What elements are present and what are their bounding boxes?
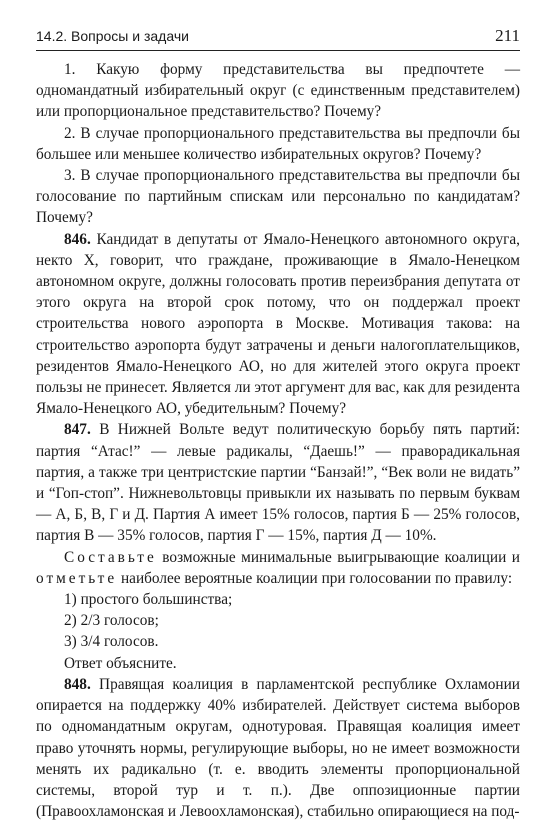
task-middle: возможные минимальные выигрывающие коалиции и — [156, 548, 520, 566]
task-end: наиболее вероятные коалиции при голосовании по правилу: — [117, 569, 513, 587]
page-number: 211 — [495, 26, 520, 45]
rule-2: 2) 2/3 голосов; — [64, 612, 159, 630]
task-word-compose: Составьте — [64, 548, 157, 566]
page-body — [36, 59, 520, 822]
problem-848 — [36, 674, 520, 822]
problem-847-text: В Нижней Вольте ведут политическую борьбу пять партий: партия “Атас!” — левые радикалы, “Даешь!” — праворадикальная партия, а также три центристские партии “Банзай!”, “Век воли не видать” и “Гоп-стоп”. Нижневольтовцы привыкли их называть по первым буквам — А, Б, В, Г и Д. Партия А имеет 15% голосов, партия Б — 25% голосов, партия В — 35% голосов, партия Г — 15%, партия Д — 10%. — [36, 421, 520, 545]
rule-3: 3) 3/4 голосов. — [64, 633, 159, 651]
problem-846 — [36, 229, 520, 420]
problem-846-text: Кандидат в депутаты от Ямало-Ненецкого автономного округа, некто X, говорит, что граждане, проживающие в Ямало-Ненецком автономном округе, должны голосовать против переизбрания депутата от этого округа на второй срок потому, что он поддержал проект строительства нового аэропорта в Москве. Мотивация такова: на строительство аэропорта будут затрачены и деньги налогоплательщиков, резидентов Ямало-Ненецкого АО, но для жителей этого округа проект пользы не принесет. Является ли этот аргумент для вас, как для резидента Ямало-Ненецкого АО, убедительным? Почему? — [36, 230, 521, 418]
question-3: 3. В случае пропорционального представительства вы предпочли бы голосование по партийным спискам или персонально по кандидатам? Почему? — [36, 167, 520, 227]
problem-847-number: 847. — [64, 421, 91, 439]
answer-note: Ответ объясните. — [64, 654, 177, 672]
problem-848-text: Правящая коалиция в парламентской республике Охламонии опирается на поддержку 40% избирателей. Действует система выборов по одномандатным округам, однотуровая. Правящая коалиция имеет право уточнять нормы, регулирующие выборы, но не имеет возможности менять их радикально (т. е. вводить элементы пропорциональной системы, второй тур и т. п.). Две оппозиционные партии (Правоохламонская и Левоохламонская), стабильно опирающиеся на под- — [36, 675, 520, 821]
rule-1: 1) простого большинства; — [64, 591, 233, 609]
task-word-mark: отметьте — [36, 569, 118, 587]
problem-846-number: 846. — [64, 230, 91, 248]
section-title: 14.2. Вопросы и задачи — [36, 28, 189, 44]
running-head — [36, 26, 520, 51]
problem-847 — [36, 419, 520, 546]
problem-848-number: 848. — [64, 675, 91, 693]
problem-847-task — [36, 547, 520, 589]
question-1: 1. Какую форму представительства вы предпочтете — одномандатный избирательный округ (с единственным представителем) или пропорциональное представительство? Почему? — [36, 61, 520, 121]
question-2: 2. В случае пропорционального представительства вы предпочли бы большее или меньшее количество избирательных округов? Почему? — [36, 124, 520, 163]
